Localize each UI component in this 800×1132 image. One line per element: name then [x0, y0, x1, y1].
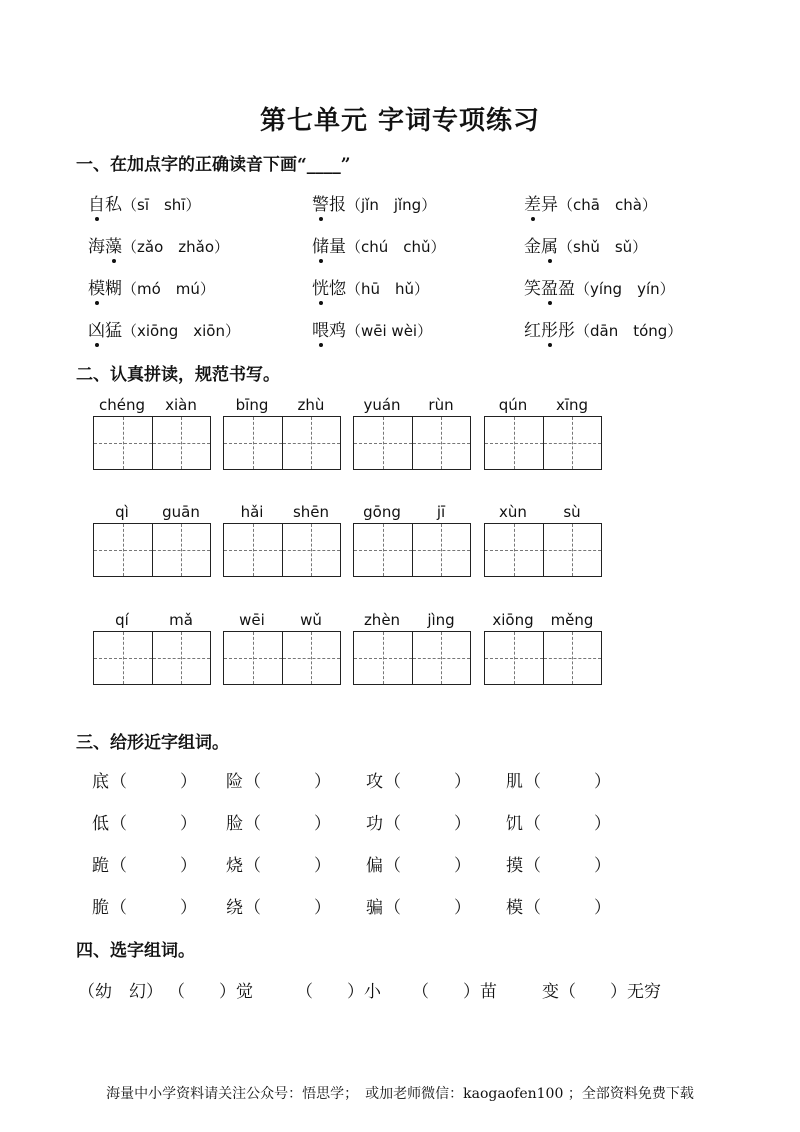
- pinyin-label: chéng: [98, 396, 145, 414]
- form-char: 低: [92, 814, 109, 834]
- pinyin-label: mǎ: [169, 611, 193, 629]
- grid-cell: [282, 524, 341, 576]
- pinyin-label: wǔ: [300, 611, 322, 629]
- form-char: 脆: [92, 898, 109, 918]
- section4-blank-3: （ ）苗: [412, 982, 497, 1002]
- form-char: 攻: [366, 772, 383, 792]
- pinyin-label: xīng: [555, 396, 589, 414]
- paren-close: ）: [180, 898, 197, 918]
- form-char: 摸: [506, 856, 523, 876]
- pinyin-label: xiàn: [165, 396, 197, 414]
- dotted-char: 凶: [88, 316, 105, 341]
- word-char: 笑: [524, 279, 541, 299]
- paren-close: ）: [454, 772, 471, 792]
- dotted-char: 彤: [541, 316, 558, 341]
- pronunciation-item: [524, 190, 657, 215]
- pinyin-options: （chú chǔ）: [346, 238, 446, 256]
- paren-open: （: [524, 772, 541, 792]
- pronunciation-item: [88, 316, 240, 341]
- pinyin-label: xiōng: [492, 611, 534, 629]
- writing-grid[interactable]: [93, 416, 211, 470]
- form-char: 饥: [506, 814, 523, 834]
- pinyin-label: zhèn: [363, 611, 401, 629]
- paren-open: （: [244, 814, 261, 834]
- paren-open: （: [110, 772, 127, 792]
- grid-cell: [152, 417, 211, 469]
- dotted-char: 盈: [541, 274, 558, 299]
- grid-cell: [94, 417, 152, 469]
- paren-close: ）: [314, 772, 331, 792]
- paren-open: （: [524, 856, 541, 876]
- pinyin-label: yuán: [363, 396, 401, 414]
- pinyin-options: （mó mú）: [122, 280, 215, 298]
- grid-cell: [543, 524, 602, 576]
- form-char: 险: [226, 772, 243, 792]
- paren-open: （: [524, 814, 541, 834]
- grid-cell: [412, 417, 471, 469]
- pinyin-options: （hū hǔ）: [346, 280, 430, 298]
- dotted-char: 藻: [105, 232, 122, 257]
- pinyin-label: qí: [115, 611, 129, 629]
- pinyin-options: （dān tóng）: [575, 322, 683, 340]
- form-char: 脸: [226, 814, 243, 834]
- pinyin-label: qún: [498, 396, 528, 414]
- pronunciation-item: [524, 274, 675, 299]
- paren-open: （: [244, 772, 261, 792]
- pinyin-label: jī: [436, 503, 446, 521]
- dotted-char: 模: [88, 274, 105, 299]
- writing-grid[interactable]: [93, 523, 211, 577]
- section4-blank-2: （ ）小: [296, 982, 381, 1002]
- grid-cell: [152, 524, 211, 576]
- section1-heading: 一、在加点字的正确读音下画“____”: [76, 155, 351, 175]
- pinyin-label: bīng: [235, 396, 269, 414]
- word-char: 鸡: [329, 321, 346, 341]
- paren-close: ）: [180, 772, 197, 792]
- dotted-char: 属: [541, 232, 558, 257]
- pinyin-options: （xiōng xiōn）: [122, 322, 240, 340]
- pinyin-label: zhù: [297, 396, 325, 414]
- writing-grid[interactable]: [93, 631, 211, 685]
- grid-cell: [224, 417, 282, 469]
- paren-close: ）: [594, 772, 611, 792]
- dotted-char: 自: [88, 190, 105, 215]
- dotted-char: 恍: [312, 274, 329, 299]
- word-char: 异: [541, 195, 558, 215]
- pinyin-options: （chā chà）: [558, 196, 657, 214]
- word-char: 报: [329, 195, 346, 215]
- pronunciation-item: [312, 232, 446, 257]
- paren-open: （: [384, 856, 401, 876]
- word-char: 盈: [558, 279, 575, 299]
- word-char: 猛: [105, 321, 122, 341]
- form-char: 肌: [506, 772, 523, 792]
- paren-open: （: [384, 772, 401, 792]
- grid-cell: [354, 524, 412, 576]
- grid-cell: [94, 524, 152, 576]
- paren-close: ）: [314, 856, 331, 876]
- section4-choices: （幼 幻）: [78, 982, 163, 1002]
- paren-open: （: [524, 898, 541, 918]
- section4-blank-1: （ ）觉: [168, 982, 253, 1002]
- page-title: 第七单元 字词专项练习: [259, 106, 541, 136]
- paren-open: （: [110, 814, 127, 834]
- writing-grid[interactable]: [353, 631, 471, 685]
- writing-grid[interactable]: [223, 523, 341, 577]
- pinyin-options: （yíng yín）: [575, 280, 675, 298]
- dotted-char: 警: [312, 190, 329, 215]
- paren-open: （: [110, 856, 127, 876]
- grid-cell: [485, 524, 543, 576]
- pronunciation-item: [312, 190, 436, 215]
- pinyin-options: （jǐn jǐng）: [346, 196, 437, 214]
- grid-cell: [94, 632, 152, 684]
- pinyin-options: （sī shī）: [122, 196, 201, 214]
- grid-cell: [282, 632, 341, 684]
- paren-close: ）: [314, 898, 331, 918]
- word-char: 量: [329, 237, 346, 257]
- dotted-char: 储: [312, 232, 329, 257]
- pronunciation-item: [312, 274, 429, 299]
- pinyin-options: （shǔ sǔ）: [558, 238, 648, 256]
- form-char: 跪: [92, 856, 109, 876]
- section4-heading: 四、选字组词。: [76, 941, 195, 961]
- writing-grid[interactable]: [484, 416, 602, 470]
- paren-close: ）: [594, 814, 611, 834]
- paren-close: ）: [454, 898, 471, 918]
- form-char: 功: [366, 814, 383, 834]
- grid-cell: [282, 417, 341, 469]
- pinyin-label: shēn: [292, 503, 330, 521]
- paren-open: （: [110, 898, 127, 918]
- pinyin-label: měng: [550, 611, 594, 629]
- word-char: 海: [88, 237, 105, 257]
- grid-cell: [543, 632, 602, 684]
- paren-open: （: [244, 856, 261, 876]
- writing-grid[interactable]: [353, 523, 471, 577]
- grid-cell: [485, 417, 543, 469]
- paren-close: ）: [594, 856, 611, 876]
- paren-close: ）: [180, 856, 197, 876]
- form-char: 骗: [366, 898, 383, 918]
- word-char: 糊: [105, 279, 122, 299]
- pinyin-label: jìng: [427, 611, 455, 629]
- pinyin-label: hǎi: [240, 503, 264, 521]
- pinyin-label: sù: [563, 503, 581, 521]
- pronunciation-item: [312, 316, 432, 341]
- writing-grid[interactable]: [484, 631, 602, 685]
- grid-cell: [485, 632, 543, 684]
- grid-cell: [412, 632, 471, 684]
- grid-cell: [354, 417, 412, 469]
- writing-grid[interactable]: [353, 416, 471, 470]
- pronunciation-item: [88, 274, 215, 299]
- grid-cell: [412, 524, 471, 576]
- paren-close: ）: [454, 856, 471, 876]
- paren-close: ）: [594, 898, 611, 918]
- paren-open: （: [244, 898, 261, 918]
- paren-close: ）: [314, 814, 331, 834]
- form-char: 烧: [226, 856, 243, 876]
- word-char: 惚: [329, 279, 346, 299]
- paren-close: ）: [180, 814, 197, 834]
- word-char: 红: [524, 321, 541, 341]
- writing-grid[interactable]: [223, 631, 341, 685]
- pronunciation-item: [524, 232, 647, 257]
- pinyin-label: guān: [162, 503, 200, 521]
- paren-close: ）: [454, 814, 471, 834]
- pinyin-label: gōng: [363, 503, 401, 521]
- writing-grid[interactable]: [223, 416, 341, 470]
- footer-note: 海量中小学资料请关注公众号：悟思学； 或加老师微信：kaogaofen100 ；全部资料免费下载: [106, 1086, 694, 1102]
- word-char: 金: [524, 237, 541, 257]
- pinyin-options: （zǎo zhǎo）: [122, 238, 229, 256]
- grid-cell: [224, 524, 282, 576]
- writing-grid[interactable]: [484, 523, 602, 577]
- word-char: 私: [105, 195, 122, 215]
- section3-heading: 三、给形近字组词。: [76, 733, 229, 753]
- pronunciation-item: [524, 316, 682, 341]
- grid-cell: [224, 632, 282, 684]
- form-char: 偏: [366, 856, 383, 876]
- pinyin-label: qì: [115, 503, 129, 521]
- section4-blank-4: 变（ ）无穷: [542, 982, 661, 1002]
- dotted-char: 喂: [312, 316, 329, 341]
- section2-heading: 二、认真拼读，规范书写。: [76, 365, 280, 385]
- form-char: 模: [506, 898, 523, 918]
- form-char: 底: [92, 772, 109, 792]
- pinyin-label: rùn: [428, 396, 454, 414]
- pronunciation-item: [88, 232, 229, 257]
- dotted-char: 差: [524, 190, 541, 215]
- grid-cell: [152, 632, 211, 684]
- paren-open: （: [384, 898, 401, 918]
- pinyin-label: xùn: [499, 503, 527, 521]
- grid-cell: [543, 417, 602, 469]
- pinyin-label: wēi: [239, 611, 265, 629]
- pinyin-options: （wēi wèi）: [346, 322, 433, 340]
- grid-cell: [354, 632, 412, 684]
- word-char: 彤: [558, 321, 575, 341]
- pronunciation-item: [88, 190, 200, 215]
- paren-open: （: [384, 814, 401, 834]
- form-char: 绕: [226, 898, 243, 918]
